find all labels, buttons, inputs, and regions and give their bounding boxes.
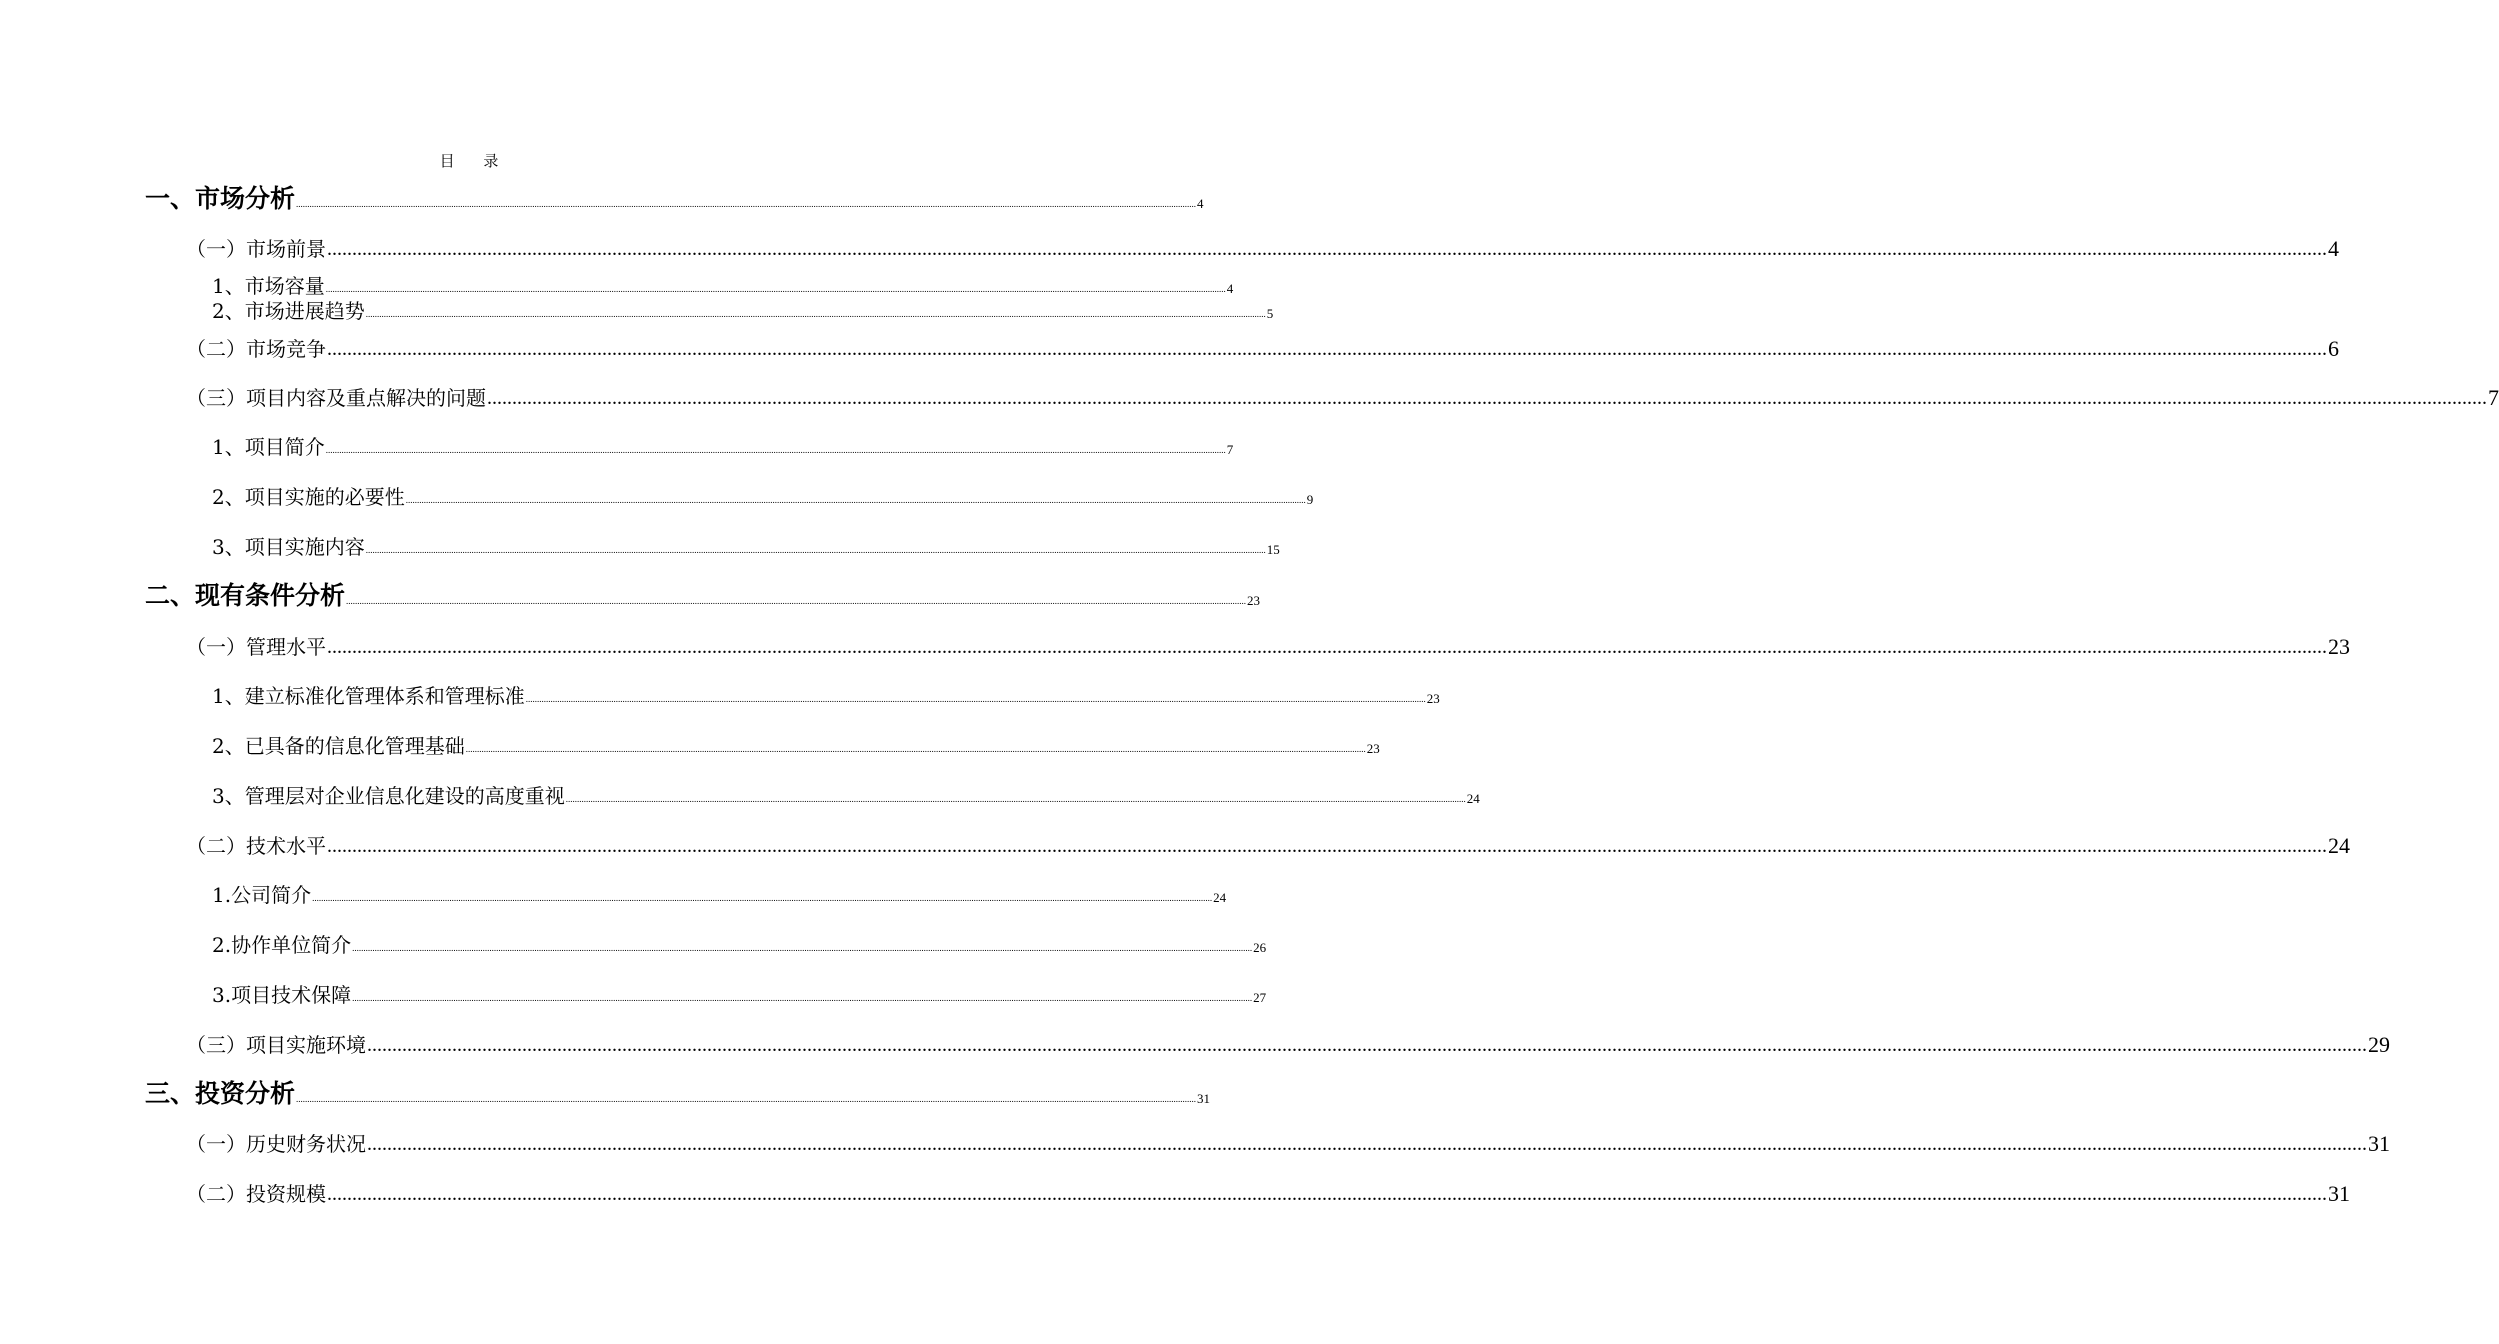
toc-entry-text: （二）投资规模 (186, 1182, 326, 1206)
toc-entry[interactable] (145, 184, 1204, 214)
toc-entry-text: （一）市场前景 (186, 237, 326, 261)
toc-entry-text: 二、现有条件分析 (145, 581, 346, 610)
toc-page-number: 6 (2328, 336, 2339, 361)
toc-entry-text: （三）项目实施环境 (186, 1033, 366, 1057)
toc-leader: ................................................................................................................................................................................................................................................................................................................................................................................................................ (367, 1133, 2367, 1155)
toc-entry-text: （二）市场竞争 (186, 337, 326, 361)
toc-entry[interactable] (186, 385, 2499, 411)
toc-leader: ................................................................................................................................................................................................................................................................................................................................................................................................................ (352, 943, 1253, 953)
toc-page-number: 31 (2328, 1181, 2350, 1206)
toc-entry[interactable] (212, 434, 1234, 460)
toc-leader: ................................................................................................................................................................................................................................................................................................................................................................................................................ (327, 338, 2327, 360)
toc-page-number: 29 (2368, 1032, 2390, 1057)
toc-page-number: 27 (1253, 990, 1267, 1005)
toc-entry-text: （三）项目内容及重点解决的问题 (186, 386, 486, 410)
toc-leader: ................................................................................................................................................................................................................................................................................................................................................................................................................ (327, 238, 2327, 260)
toc-entry[interactable] (186, 833, 2350, 859)
toc-page-number: 23 (1247, 593, 1261, 608)
toc-entry-text: 1、项目简介 (212, 435, 325, 459)
toc-page-number: 24 (1213, 890, 1227, 905)
toc-page-number: 23 (1426, 691, 1440, 706)
toc-entry-text: 三、投资分析 (145, 1079, 296, 1108)
toc-page-number: 31 (1197, 1091, 1211, 1106)
toc-entry-text: 3.项目技术保障 (212, 983, 352, 1007)
toc-page-number: 24 (2328, 833, 2350, 858)
toc-page-number: 24 (1466, 791, 1480, 806)
toc-entry[interactable] (212, 534, 1280, 560)
toc-leader: ................................................................................................................................................................................................................................................................................................................................................................................................................ (525, 694, 1426, 704)
toc-leader: ................................................................................................................................................................................................................................................................................................................................................................................................................ (296, 1094, 1197, 1104)
toc-entry[interactable] (145, 1079, 1211, 1109)
toc-leader: ................................................................................................................................................................................................................................................................................................................................................................................................................ (565, 794, 1466, 804)
toc-entry-text: 一、市场分析 (145, 184, 296, 213)
toc-entry[interactable] (186, 1032, 2390, 1058)
toc-entry[interactable] (212, 882, 1227, 908)
toc-entry-text: 2.协作单位简介 (212, 933, 352, 957)
toc-entry[interactable] (145, 581, 1261, 611)
toc-entry[interactable] (212, 298, 1274, 324)
toc-entry-text: （一）管理水平 (186, 635, 326, 659)
toc-entry-text: 1、市场容量 (212, 274, 325, 298)
toc-entry[interactable] (186, 236, 2339, 262)
toc-leader: ................................................................................................................................................................................................................................................................................................................................................................................................................ (296, 199, 1197, 209)
toc-entry-text: 3、管理层对企业信息化建设的高度重视 (212, 784, 565, 808)
toc-entry-text: （二）技术水平 (186, 834, 326, 858)
toc-entry-text: 1.公司简介 (212, 883, 312, 907)
toc-entry-text: 1、建立标准化管理体系和管理标准 (212, 684, 525, 708)
toc-leader: ................................................................................................................................................................................................................................................................................................................................................................................................................ (487, 387, 2487, 409)
toc-entry[interactable] (212, 733, 1380, 759)
toc-leader: ................................................................................................................................................................................................................................................................................................................................................................................................................ (405, 495, 1306, 505)
toc-title: 目 录 (439, 152, 511, 170)
toc-page-number: 9 (1306, 492, 1314, 507)
toc-entry-text: 3、项目实施内容 (212, 535, 365, 559)
toc-page-number: 4 (1226, 281, 1234, 296)
toc-page-number: 23 (2328, 634, 2350, 659)
toc-page-number: 7 (2488, 385, 2499, 410)
toc-page-number: 7 (1226, 442, 1234, 457)
toc-page-number: 4 (2328, 236, 2339, 261)
toc-leader: ................................................................................................................................................................................................................................................................................................................................................................................................................ (352, 993, 1253, 1003)
toc-page-number: 5 (1266, 306, 1274, 321)
toc-leader: ................................................................................................................................................................................................................................................................................................................................................................................................................ (365, 309, 1266, 319)
toc-entry[interactable] (186, 1131, 2390, 1157)
toc-leader: ................................................................................................................................................................................................................................................................................................................................................................................................................ (346, 596, 1247, 606)
toc-leader: ................................................................................................................................................................................................................................................................................................................................................................................................................ (367, 1034, 2367, 1056)
toc-page-number: 15 (1266, 542, 1280, 557)
toc-entry[interactable] (186, 336, 2339, 362)
toc-entry[interactable] (212, 982, 1267, 1008)
toc-entry-text: 2、项目实施的必要性 (212, 485, 405, 509)
toc-entry-text: 2、市场进展趋势 (212, 299, 365, 323)
toc-page-number: 4 (1197, 196, 1204, 211)
toc-entry[interactable] (212, 273, 1234, 299)
toc-page-number: 23 (1366, 741, 1380, 756)
toc-entry[interactable] (212, 932, 1267, 958)
toc-page-number: 31 (2368, 1131, 2390, 1156)
toc-leader: ................................................................................................................................................................................................................................................................................................................................................................................................................ (327, 636, 2327, 658)
toc-entry-text: 2、已具备的信息化管理基础 (212, 734, 465, 758)
toc-leader: ................................................................................................................................................................................................................................................................................................................................................................................................................ (325, 284, 1226, 294)
toc-entry[interactable] (186, 634, 2350, 660)
toc-leader: ................................................................................................................................................................................................................................................................................................................................................................................................................ (365, 545, 1266, 555)
toc-entry[interactable] (186, 1181, 2350, 1207)
toc-leader: ................................................................................................................................................................................................................................................................................................................................................................................................................ (465, 744, 1366, 754)
toc-entry[interactable] (212, 683, 1440, 709)
toc-leader: ................................................................................................................................................................................................................................................................................................................................................................................................................ (327, 835, 2327, 857)
toc-entry-text: （一）历史财务状况 (186, 1132, 366, 1156)
toc-entry[interactable] (212, 783, 1480, 809)
toc-leader: ................................................................................................................................................................................................................................................................................................................................................................................................................ (325, 445, 1226, 455)
toc-leader: ................................................................................................................................................................................................................................................................................................................................................................................................................ (312, 893, 1213, 903)
toc-leader: ................................................................................................................................................................................................................................................................................................................................................................................................................ (327, 1183, 2327, 1205)
toc-page-number: 26 (1253, 940, 1267, 955)
toc-entry[interactable] (212, 484, 1314, 510)
